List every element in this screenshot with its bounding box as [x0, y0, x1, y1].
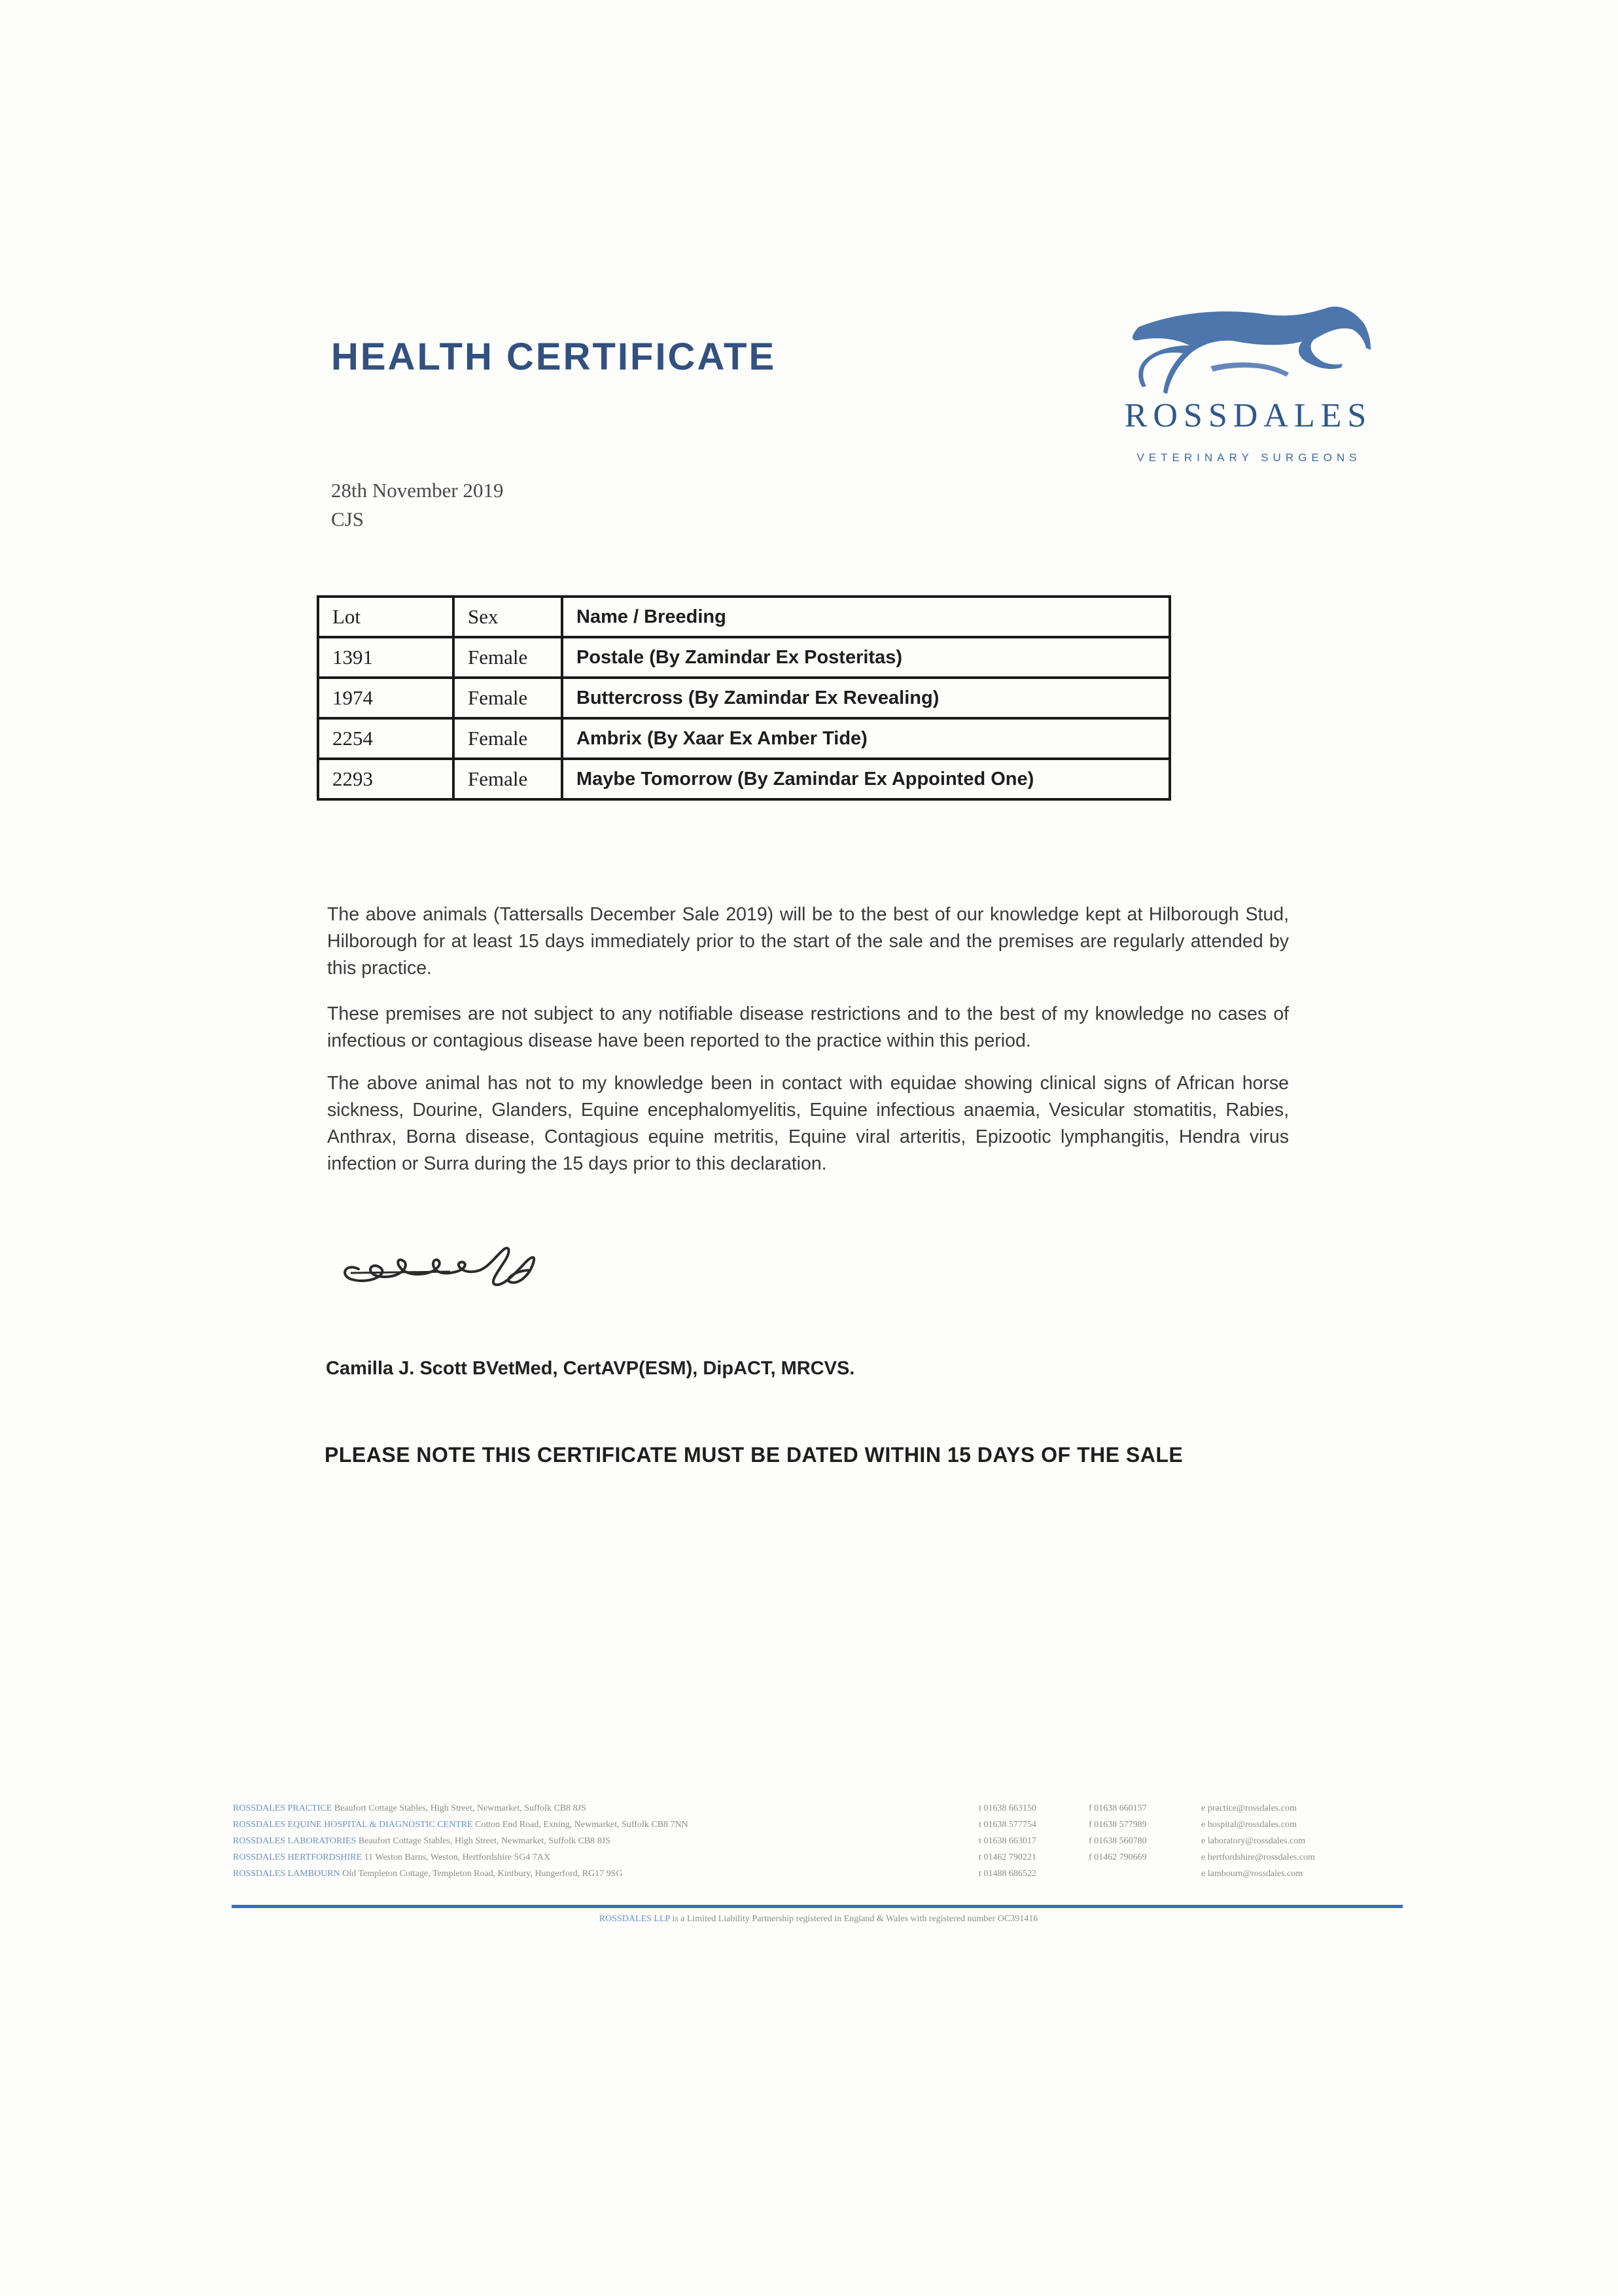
list-item: [233, 1866, 1404, 1882]
llp-text: is a Limited Liability Partnership registered in England & Wales with registered number OC391416: [672, 1914, 1038, 1924]
branch-name: ROSSDALES EQUINE HOSPITAL & DIAGNOSTIC CENTRE: [233, 1819, 473, 1830]
branch-email: e hertfordshire@rossdales.com: [1201, 1852, 1315, 1862]
sale-date-note: PLEASE NOTE THIS CERTIFICATE MUST BE DATED WITHIN 15 DAYS OF THE SALE: [325, 1443, 1184, 1467]
branch-phone: t 01462 790221: [979, 1852, 1036, 1862]
table-row: [318, 678, 1170, 718]
lots-table: [317, 595, 1171, 801]
sex-value: Female: [453, 759, 562, 799]
header-sex: Sex: [453, 597, 562, 637]
branch-address: Beaufort Cottage Stables, High Street, Newmarket, Suffolk CB8 8JS: [358, 1835, 610, 1846]
signature-icon: [332, 1236, 568, 1295]
branch-fax: f 01638 660157: [1089, 1803, 1147, 1813]
branch-email: e lambourn@rossdales.com: [1201, 1868, 1303, 1879]
branch-name: ROSSDALES LAMBOURN: [233, 1868, 340, 1879]
sex-value: Female: [453, 678, 562, 718]
branch-email: e practice@rossdales.com: [1201, 1803, 1297, 1813]
lot-number: 2254: [318, 718, 453, 759]
name-breeding: Buttercross (By Zamindar Ex Revealing): [562, 678, 1170, 718]
table-row: [318, 637, 1170, 678]
branch-address: Beaufort Cottage Stables, High Street, Newmarket, Suffolk CB8 8JS: [334, 1803, 586, 1813]
branch-phone: t 01638 663150: [979, 1803, 1036, 1813]
paragraph-declaration: The above animal has not to my knowledge been in contact with equidae showing clinical signs of African horse sickness, Dourine, Glanders, Equine encephalomyelitis, Equine infectious anaemia, Vesicular stomatitis, Rabies, Anthrax, Borna disease, Contagious equine metritis, Equine viral arteritis, Epizootic lymphangitis, Hendra virus infection or Surra during the 15 days prior to this declaration.: [327, 1073, 1289, 1174]
horse-logo-icon: [1112, 288, 1374, 471]
lot-number: 1974: [318, 678, 453, 718]
lot-number: 1391: [318, 637, 453, 678]
signer-name: Camilla J. Scott BVetMed, CertAVP(ESM), DipACT, MRCVS.: [326, 1358, 855, 1379]
branch-address: Cotton End Road, Exning, Newmarket, Suffolk CB8 7NN: [475, 1819, 688, 1830]
name-breeding: Maybe Tomorrow (By Zamindar Ex Appointed One): [562, 759, 1170, 799]
branch-phone: t 01638 577754: [979, 1819, 1036, 1830]
name-breeding: Postale (By Zamindar Ex Posteritas): [562, 637, 1170, 678]
branch-fax: f 01638 560780: [1089, 1835, 1147, 1846]
table-row: [318, 718, 1170, 759]
sex-value: Female: [453, 637, 562, 678]
lot-number: 2293: [318, 759, 453, 799]
list-item: [233, 1849, 1404, 1866]
branch-name: ROSSDALES LABORATORIES: [233, 1835, 357, 1846]
document-title: HEALTH CERTIFICATE: [331, 336, 777, 378]
list-item: [233, 1800, 1404, 1817]
branch-phone: t 01638 663017: [979, 1835, 1036, 1846]
branch-email: e hospital@rossdales.com: [1201, 1819, 1297, 1830]
llp-name: ROSSDALES LLP: [599, 1914, 670, 1924]
table-header-row: [318, 597, 1170, 637]
branch-fax: f 01638 577989: [1089, 1819, 1147, 1830]
list-item: [233, 1833, 1404, 1849]
llp-registration: [233, 1914, 1404, 1924]
branch-name: ROSSDALES PRACTICE: [233, 1803, 332, 1813]
paragraph-location: The above animals (Tattersalls December Sale 2019) will be to the best of our knowledge kept at Hilborough Stud, Hilborough for at least 15 days immediately prior to the start of the sale and the premises are regularly attended by this practice.: [327, 904, 1289, 979]
header-name-breeding: Name / Breeding: [562, 597, 1170, 637]
footer-divider: [232, 1905, 1403, 1908]
logo-wordmark: ROSSDALES: [1124, 397, 1373, 434]
branch-address: 11 Weston Barns, Weston, Hertfordshire SG4 7AX: [364, 1852, 551, 1862]
document-meta: [331, 476, 503, 534]
table-row: [318, 759, 1170, 799]
list-item: [233, 1817, 1404, 1833]
branch-address: Old Templeton Cottage, Templeton Road, Kintbury, Hungerford, RG17 9SG: [342, 1868, 623, 1879]
paragraph-restrictions: These premises are not subject to any notifiable disease restrictions and to the best of my knowledge no cases of infectious or contagious disease have been reported to the practice within this period.: [327, 1003, 1289, 1051]
branch-phone: t 01488 686522: [979, 1868, 1036, 1879]
logo-subtitle: VETERINARY SURGEONS: [1136, 451, 1362, 464]
branch-name: ROSSDALES HERTFORDSHIRE: [233, 1852, 362, 1862]
footer-contacts: [233, 1800, 1404, 1882]
sex-value: Female: [453, 718, 562, 759]
branch-email: e laboratory@rossdales.com: [1201, 1835, 1306, 1846]
certificate-date: 28th November 2019: [331, 479, 504, 502]
author-reference: CJS: [331, 508, 364, 531]
name-breeding: Ambrix (By Xaar Ex Amber Tide): [562, 718, 1170, 759]
branch-fax: f 01462 790669: [1089, 1852, 1147, 1862]
header-lot: Lot: [318, 597, 453, 637]
